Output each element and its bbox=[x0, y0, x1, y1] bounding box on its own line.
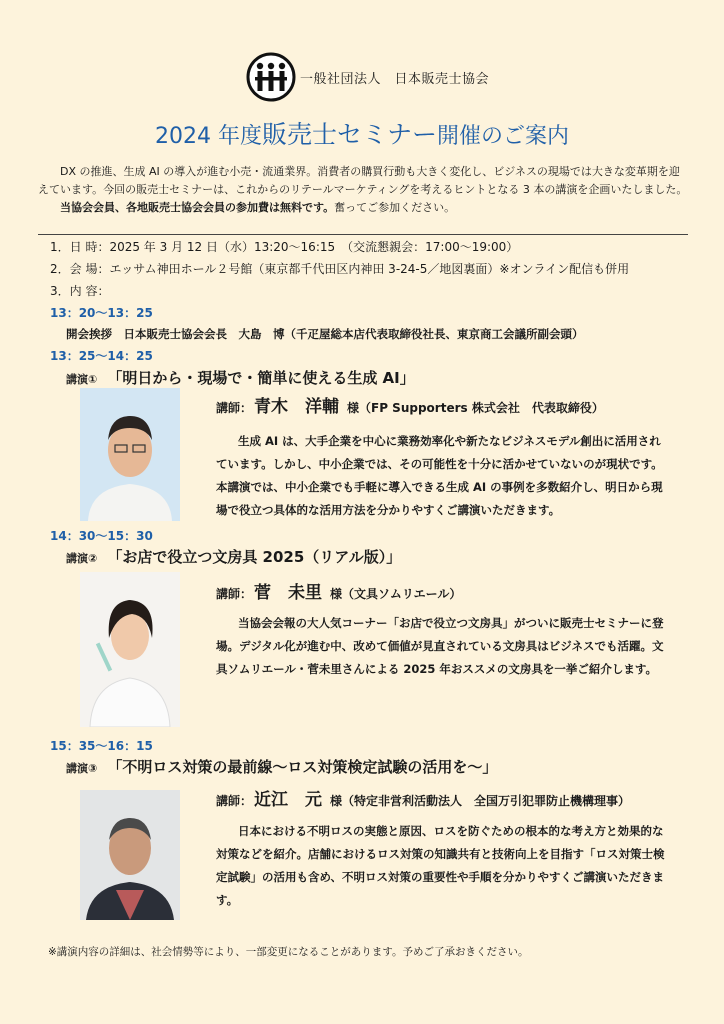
intro-text bbox=[38, 163, 688, 217]
speaker-2-affiliation: 様（文具ソムリエール） bbox=[330, 587, 462, 601]
lecture-2-description bbox=[216, 612, 670, 681]
speaker-1-name: 青木 洋輔 bbox=[254, 397, 340, 417]
lecture-3-time: 15：35～16：15 bbox=[50, 739, 153, 753]
event-content-label: 3．内 容： bbox=[50, 284, 110, 298]
lecture-3-label: 講演③ bbox=[66, 762, 98, 775]
speaker-3-affiliation: 様（特定非営利活動法人 全国万引犯罪防止機構理事） bbox=[330, 794, 631, 808]
speaker-3-photo bbox=[80, 790, 180, 920]
lecture-1-heading bbox=[66, 367, 415, 388]
organization-name: 一般社団法人 日本販売士協会 bbox=[300, 72, 490, 87]
lecture-1-description-text: 生成 AI は、大手企業を中心に業務効率化や新たなビジネスモデル創出に活用されています。しかし、中小企業では、その可能性を十分に活かせていないのが現状です。本講演では、中小企業でも手軽に導入できる生成 AI の事例を多数紹介し、明日から現場で役立つ具体的な活用方法を分かりやすくご講演いただきます。 bbox=[216, 434, 663, 517]
speaker-3 bbox=[216, 785, 630, 810]
lecture-1-description bbox=[216, 430, 670, 522]
page-title bbox=[0, 115, 724, 151]
association-logo-icon bbox=[246, 52, 296, 102]
speaker-2 bbox=[216, 578, 461, 603]
lecture-1-label: 講演① bbox=[66, 373, 98, 386]
speaker-1-affiliation: 様（FP Supporters 株式会社 代表取締役） bbox=[347, 401, 604, 415]
event-venue: 2．会 場：エッサム神田ホール２号館（東京都千代田区内神田 3-24-5／地図裏面）※オンライン配信も併用 bbox=[50, 262, 630, 276]
speaker-3-name: 近江 元 bbox=[254, 790, 323, 810]
lecture-3-description-text: 日本における不明ロスの実態と原因、ロスを防ぐための根本的な考え方と効果的な対策などを紹介。店舗におけるロス対策の知識共有と技術向上を目指す「ロス対策士検定試験」の活用も含め、不明ロス対策の重要性や手順を分かりやすくご講演いただきます。 bbox=[216, 824, 665, 907]
opening-remarks: 開会挨拶 日本販売士協会会長 大島 博（千疋屋総本店代表取締役社長、東京商工会議所副会頭） bbox=[66, 327, 584, 341]
lecture-3-description bbox=[216, 820, 670, 912]
speaker-2-prefix: 講師： bbox=[216, 587, 253, 601]
divider bbox=[38, 234, 688, 235]
speaker-2-photo bbox=[80, 572, 180, 727]
opening-time: 13：20～13：25 bbox=[50, 306, 153, 320]
free-notice-bold: 当協会会員、各地販売士協会会員の参加費は無料です。 bbox=[60, 201, 335, 214]
title-suffix: 開催のご案内 bbox=[436, 124, 569, 149]
lecture-1-time: 13：25～14：25 bbox=[50, 349, 153, 363]
lecture-1-title: 「明日から・現場で・簡単に使える生成 AI」 bbox=[107, 369, 415, 387]
lecture-2-time: 14：30～15：30 bbox=[50, 529, 153, 543]
lecture-2-heading bbox=[66, 546, 401, 567]
speaker-1-prefix: 講師： bbox=[216, 401, 253, 415]
speaker-2-name: 菅 未里 bbox=[254, 583, 323, 603]
lecture-2-label: 講演② bbox=[66, 552, 98, 565]
lecture-3-title: 「不明ロス対策の最前線～ロス対策検定試験の活用を～」 bbox=[107, 758, 498, 776]
title-prefix: 2024 年度 bbox=[154, 124, 262, 149]
free-notice-rest: 奮ってご参加ください。 bbox=[334, 201, 456, 214]
free-notice bbox=[38, 199, 688, 217]
lecture-2-description-text: 当協会会報の大人気コーナー「お店で役立つ文房具」がついに販売士セミナーに登場。デジタル化が進む中、改めて価値が見直されている文房具はビジネスでも活躍。文具ソムリエール・菅未里さんによる 2025 年おススメの文房具を一挙ご紹介します。 bbox=[216, 616, 664, 676]
title-main: 販売士セミナー bbox=[261, 120, 437, 149]
intro-paragraph: DX の推進、生成 AI の導入が進む小売・流通業界。消費者の購買行動も大きく変化し、ビジネスの現場では大きな変革期を迎えています。今回の販売士セミナーは、これからのリテールマーケティングを考えるヒントとなる 3 本の講演を企画いたしました。 bbox=[38, 165, 688, 196]
lecture-3-heading bbox=[66, 756, 497, 777]
speaker-1-photo bbox=[80, 388, 180, 521]
event-date: 1．日 時：2025 年 3 月 12 日（水）13:20～16:15 （交流懇親会：17:00～19:00） bbox=[50, 240, 519, 254]
speaker-1 bbox=[216, 392, 604, 417]
speaker-3-prefix: 講師： bbox=[216, 794, 253, 808]
lecture-2-title: 「お店で役立つ文房具 2025（リアル版）」 bbox=[107, 548, 402, 566]
footnote: ※講演内容の詳細は、社会情勢等により、一部変更になることがあります。予めご了承おきください。 bbox=[48, 946, 529, 958]
